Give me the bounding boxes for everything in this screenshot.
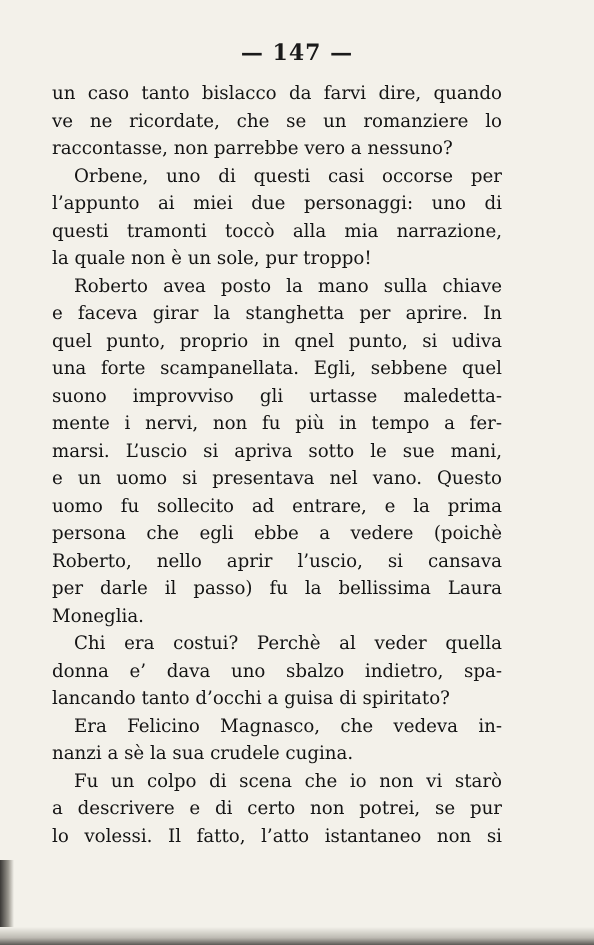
text-line: nanzi a sè la sua crudele cugina. <box>52 743 354 764</box>
page-bottom-edge <box>0 927 594 945</box>
text-line: quel punto, proprio in qnel punto, si udiva <box>52 330 502 352</box>
text-line: marsi. L’uscio si apriva sotto le sue mani, <box>52 440 502 462</box>
text-line: la quale non è un sole, pur troppo! <box>52 248 372 269</box>
text-line: uomo fu sollecito ad entrare, e la prima <box>52 495 502 517</box>
text-line: Orbene, uno di questi casi occorse per <box>74 165 502 187</box>
text-line: lo volessi. Il fatto, l’atto istantaneo non si <box>52 825 502 847</box>
text-line: una forte scampanellata. Egli, sebbene quel <box>52 358 502 379</box>
text-line: lancando tanto d’occhi a guisa di spiritato? <box>52 688 450 709</box>
text-line: Era Felicino Magnasco, che vedeva in- <box>74 715 502 737</box>
text-line: Roberto, nello aprir l’uscio, si cansava <box>52 550 502 572</box>
text-line: a descrivere e di certo non potrei, se pur <box>52 798 502 819</box>
text-line: mente i nervi, non fu più in tempo a fer- <box>52 413 502 434</box>
text-line: ve ne ricordate, che se un romanziere lo <box>52 110 502 132</box>
page-number: — 147 — <box>240 40 354 66</box>
text-line: Fu un colpo di scena che io non vi starò <box>74 770 502 792</box>
text-line: Moneglia. <box>52 605 144 627</box>
text-line: questi tramonti toccò alla mia narrazione, <box>52 220 502 242</box>
text-line: Chi era costui? Perchè al veder quella <box>74 633 502 654</box>
text-line: Roberto avea posto la mano sulla chiave <box>74 275 502 297</box>
text-line: suono improvviso gli urtasse maledetta- <box>52 385 502 407</box>
text-line: per darle il passo) fu la bellissima Laura <box>52 578 502 599</box>
text-line: l’appunto ai miei due personaggi: uno di <box>52 193 502 214</box>
text-line: e un uomo si presentava nel vano. Questo <box>52 468 502 489</box>
text-line: raccontasse, non parrebbe vero a nessuno? <box>52 138 453 159</box>
text-line: donna e’ dava uno sbalzo indietro, spa- <box>52 660 502 682</box>
body-text <box>52 80 502 850</box>
text-line: e faceva girar la stanghetta per aprire. In <box>52 303 502 324</box>
text-line: un caso tanto bislacco da farvi dire, quando <box>52 83 502 104</box>
text-line: persona che egli ebbe a vedere (poichè <box>52 523 502 544</box>
